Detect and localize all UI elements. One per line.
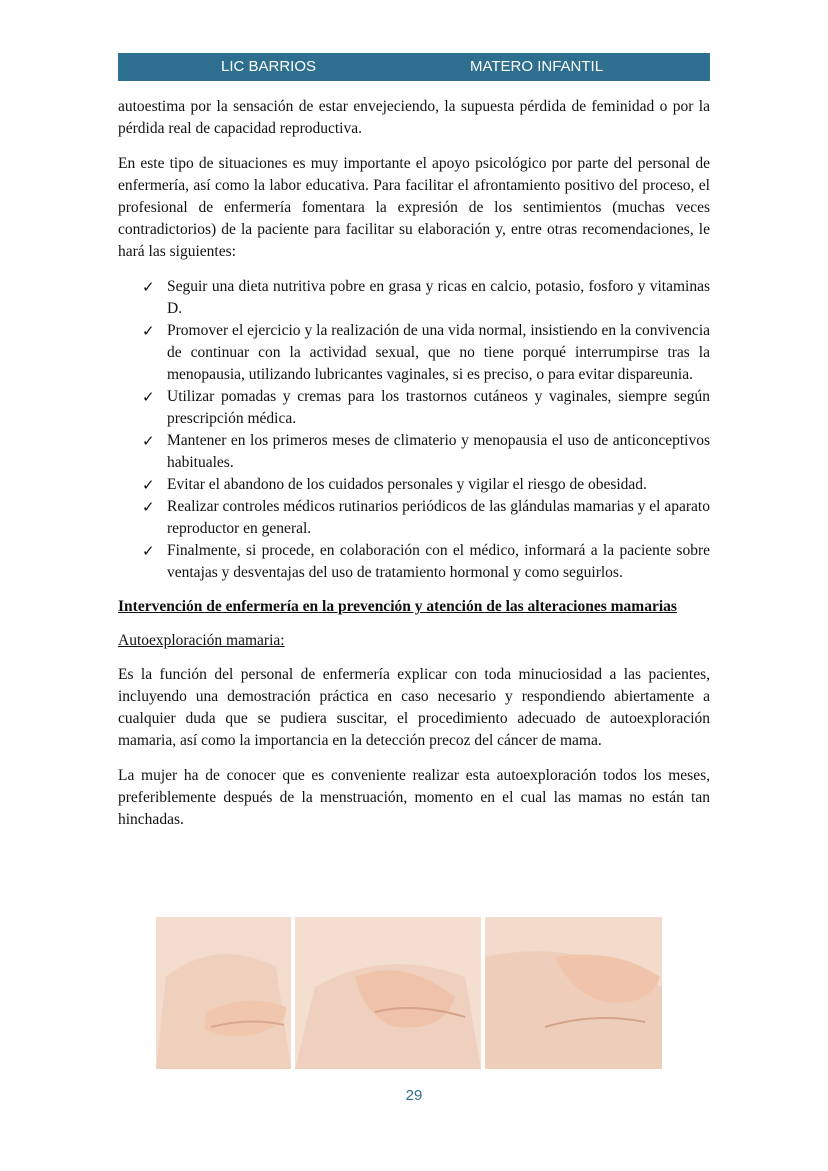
check-icon: ✓ [142,432,155,450]
photo-self-exam-1 [156,917,291,1069]
list-item: ✓ Seguir una dieta nutritiva pobre en grasa y ricas en calcio, potasio, fosforo y vitaminas D. [142,278,710,317]
list-item: ✓ Realizar controles médicos rutinarios periódicos de las glándulas mamarias y el aparato reproductor en general. [142,498,710,537]
list-item: ✓ Utilizar pomadas y cremas para los trastornos cutáneos y vaginales, siempre según prescripción médica. [142,388,710,427]
recommendations-list [118,276,710,584]
list-item: ✓ Finalmente, si procede, en colaboración con el médico, informará a la paciente sobre ventajas y desventajas del uso de tratamiento hormonal y como seguirlos. [142,542,710,581]
paragraph: En este tipo de situaciones es muy importante el apoyo psicológico por parte del personal de enfermería, así como la labor educativa. Para facilitar el afrontamiento positivo del proceso, el profesional de enfermería fomentara la expresión de los sentimientos (muchas veces contradictorios) de la paciente para facilitar su elaboración y, entre otras recomendaciones, le hará las siguientes: [118,155,710,260]
breast-self-exam-photos [156,917,662,1069]
section-title: Intervención de enfermería en la prevención y atención de las alteraciones mamarias [118,598,677,615]
header-author: LIC BARRIOS [221,58,317,75]
header-subject: MATERO INFANTIL [470,58,604,75]
paragraph: Es la función del personal de enfermería explicar con toda minuciosidad a las pacientes, incluyendo una demostración práctica en caso necesario y respondiendo abiertamente a cualquier duda que se pudiera suscitar, el procedimiento adecuado de autoexploración mamaria, así como la importancia en la detección precoz del cáncer de mama. [118,666,710,749]
paragraph: autoestima por la sensación de estar envejeciendo, la supuesta pérdida de feminidad o por la pérdida real de capacidad reproductiva. [118,98,710,137]
photo-self-exam-2 [295,917,481,1069]
check-icon: ✓ [142,322,155,340]
list-item: ✓ Promover el ejercicio y la realización de una vida normal, insistiendo en la convivencia de continuar con la actividad sexual, que no tiene porqué interrumpirse tras la menopausia, utilizando lubricantes vaginales, si es preciso, o para evitar dispareunia. [142,322,710,383]
check-icon: ✓ [142,476,155,494]
check-icon: ✓ [142,388,155,406]
paragraph: La mujer ha de conocer que es conveniente realizar esta autoexploración todos los meses, preferiblemente después de la menstruación, momento en el cual las mamas no están tan hinchadas. [118,767,710,828]
list-item: ✓ Mantener en los primeros meses de climaterio y menopausia el uso de anticonceptivos habituales. [142,432,710,471]
list-item: ✓ Evitar el abandono de los cuidados personales y vigilar el riesgo de obesidad. [142,476,647,494]
page-number: 29 [405,1087,423,1104]
check-icon: ✓ [142,498,155,516]
page-header [118,53,710,81]
subsection-title: Autoexploración mamaria: [118,632,285,649]
page-body [118,96,710,844]
photo-self-exam-3 [485,917,662,1069]
check-icon: ✓ [142,278,155,296]
check-icon: ✓ [142,542,155,560]
